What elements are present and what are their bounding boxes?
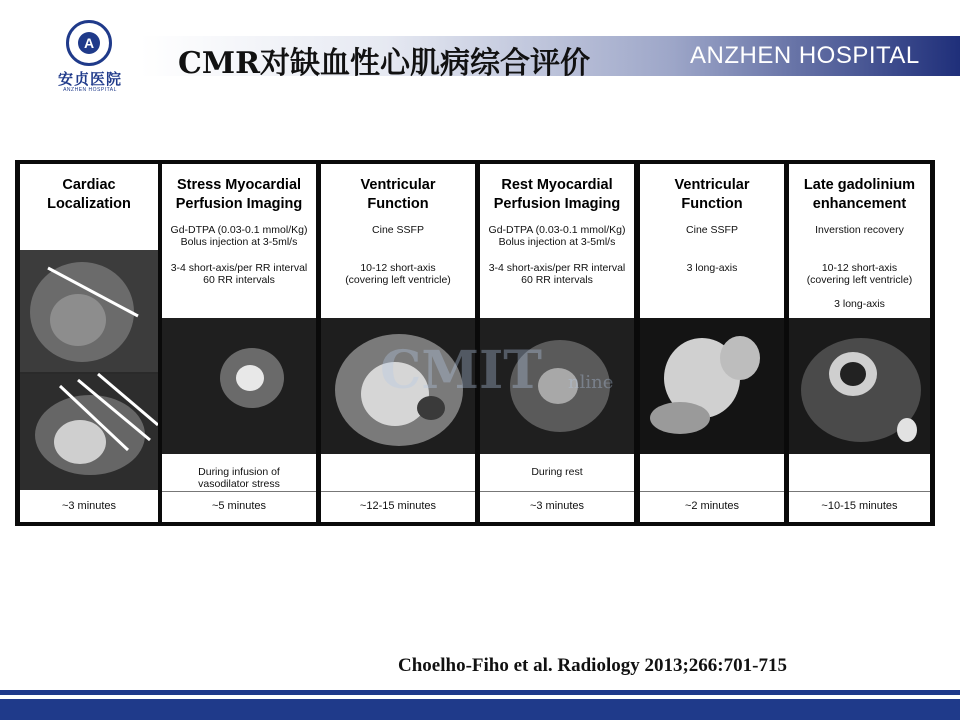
scout-images	[20, 250, 158, 490]
panel-condition: During infusion of vasodilator stress	[198, 466, 280, 490]
footer-stripe	[0, 699, 960, 720]
panel-title: Stress Myocardial Perfusion Imaging	[175, 177, 303, 212]
panel-title: Rest Myocardial Perfusion Imaging	[493, 177, 621, 212]
divider	[162, 491, 316, 492]
panel-title: Cardiac Localization	[47, 177, 131, 212]
panel-duration: ~3 minutes	[61, 500, 117, 512]
localizer-image-icon	[20, 250, 158, 490]
panel-duration: ~10-15 minutes	[821, 500, 898, 512]
watermark-main: CMIT	[380, 340, 542, 401]
stress-perfusion-image	[162, 318, 316, 454]
panel-duration: ~2 minutes	[684, 500, 740, 512]
cine-long-axis-image	[640, 318, 784, 454]
footer-stripe-thin	[0, 690, 960, 695]
slide-title: CMR对缺血性心肌病综合评价	[178, 46, 591, 81]
logo-english-name: ANZHEN HOSPITAL	[63, 87, 117, 93]
panel-sequence: Cine SSFP	[686, 224, 738, 236]
panel-sequence: Cine SSFP	[372, 224, 424, 236]
panel-slice-info-2: 3 long-axis	[834, 298, 885, 310]
panel-duration: ~12-15 minutes	[359, 500, 437, 512]
panel-slice-info: 3-4 short-axis/per RR interval 60 RR intervals	[488, 262, 626, 286]
panel-ventricular-function-long-axis	[640, 164, 784, 522]
panel-slice-info: 3 long-axis	[686, 262, 738, 274]
divider	[480, 491, 634, 492]
panel-title: Ventricular Function	[674, 177, 750, 212]
panel-cardiac-localization	[20, 164, 158, 522]
panel-sequence: Inverstion recovery	[815, 224, 904, 236]
panel-late-gadolinium-enhancement	[789, 164, 930, 522]
lge-image-icon	[789, 318, 930, 454]
panel-stress-perfusion	[162, 164, 316, 522]
perfusion-image-icon	[162, 318, 316, 454]
citation: Choelho-Fiho et al. Radiology 2013;266:701-715	[398, 655, 787, 676]
logo-letter: A	[78, 32, 100, 54]
logo-emblem-icon	[66, 20, 112, 66]
panel-contrast-info: Gd-DTPA (0.03-0.1 mmol/Kg) Bolus injection at 3-5ml/s	[488, 224, 626, 248]
panel-slice-info: 10-12 short-axis (covering left ventricle)	[806, 262, 913, 286]
panel-slice-info: 10-12 short-axis (covering left ventricle)	[345, 262, 451, 286]
hospital-name: ANZHEN HOSPITAL	[690, 42, 920, 69]
hospital-logo	[52, 20, 128, 94]
panel-contrast-info: Gd-DTPA (0.03-0.1 mmol/Kg) Bolus injection at 3-5ml/s	[170, 224, 308, 248]
panel-slice-info: 3-4 short-axis/per RR interval 60 RR intervals	[170, 262, 308, 286]
panel-title: Late gadolinium enhancement	[803, 177, 916, 212]
panel-condition: During rest	[531, 466, 583, 478]
lge-image	[789, 318, 930, 454]
watermark-small: nline	[568, 372, 614, 393]
divider	[640, 491, 784, 492]
panel-title: Ventricular Function	[360, 177, 436, 212]
panel-duration: ~3 minutes	[529, 500, 585, 512]
divider	[789, 491, 930, 492]
cine-image-icon	[640, 318, 784, 454]
divider	[321, 491, 475, 492]
panel-duration: ~5 minutes	[211, 500, 267, 512]
logo-chinese-name: 安贞医院	[57, 70, 122, 88]
